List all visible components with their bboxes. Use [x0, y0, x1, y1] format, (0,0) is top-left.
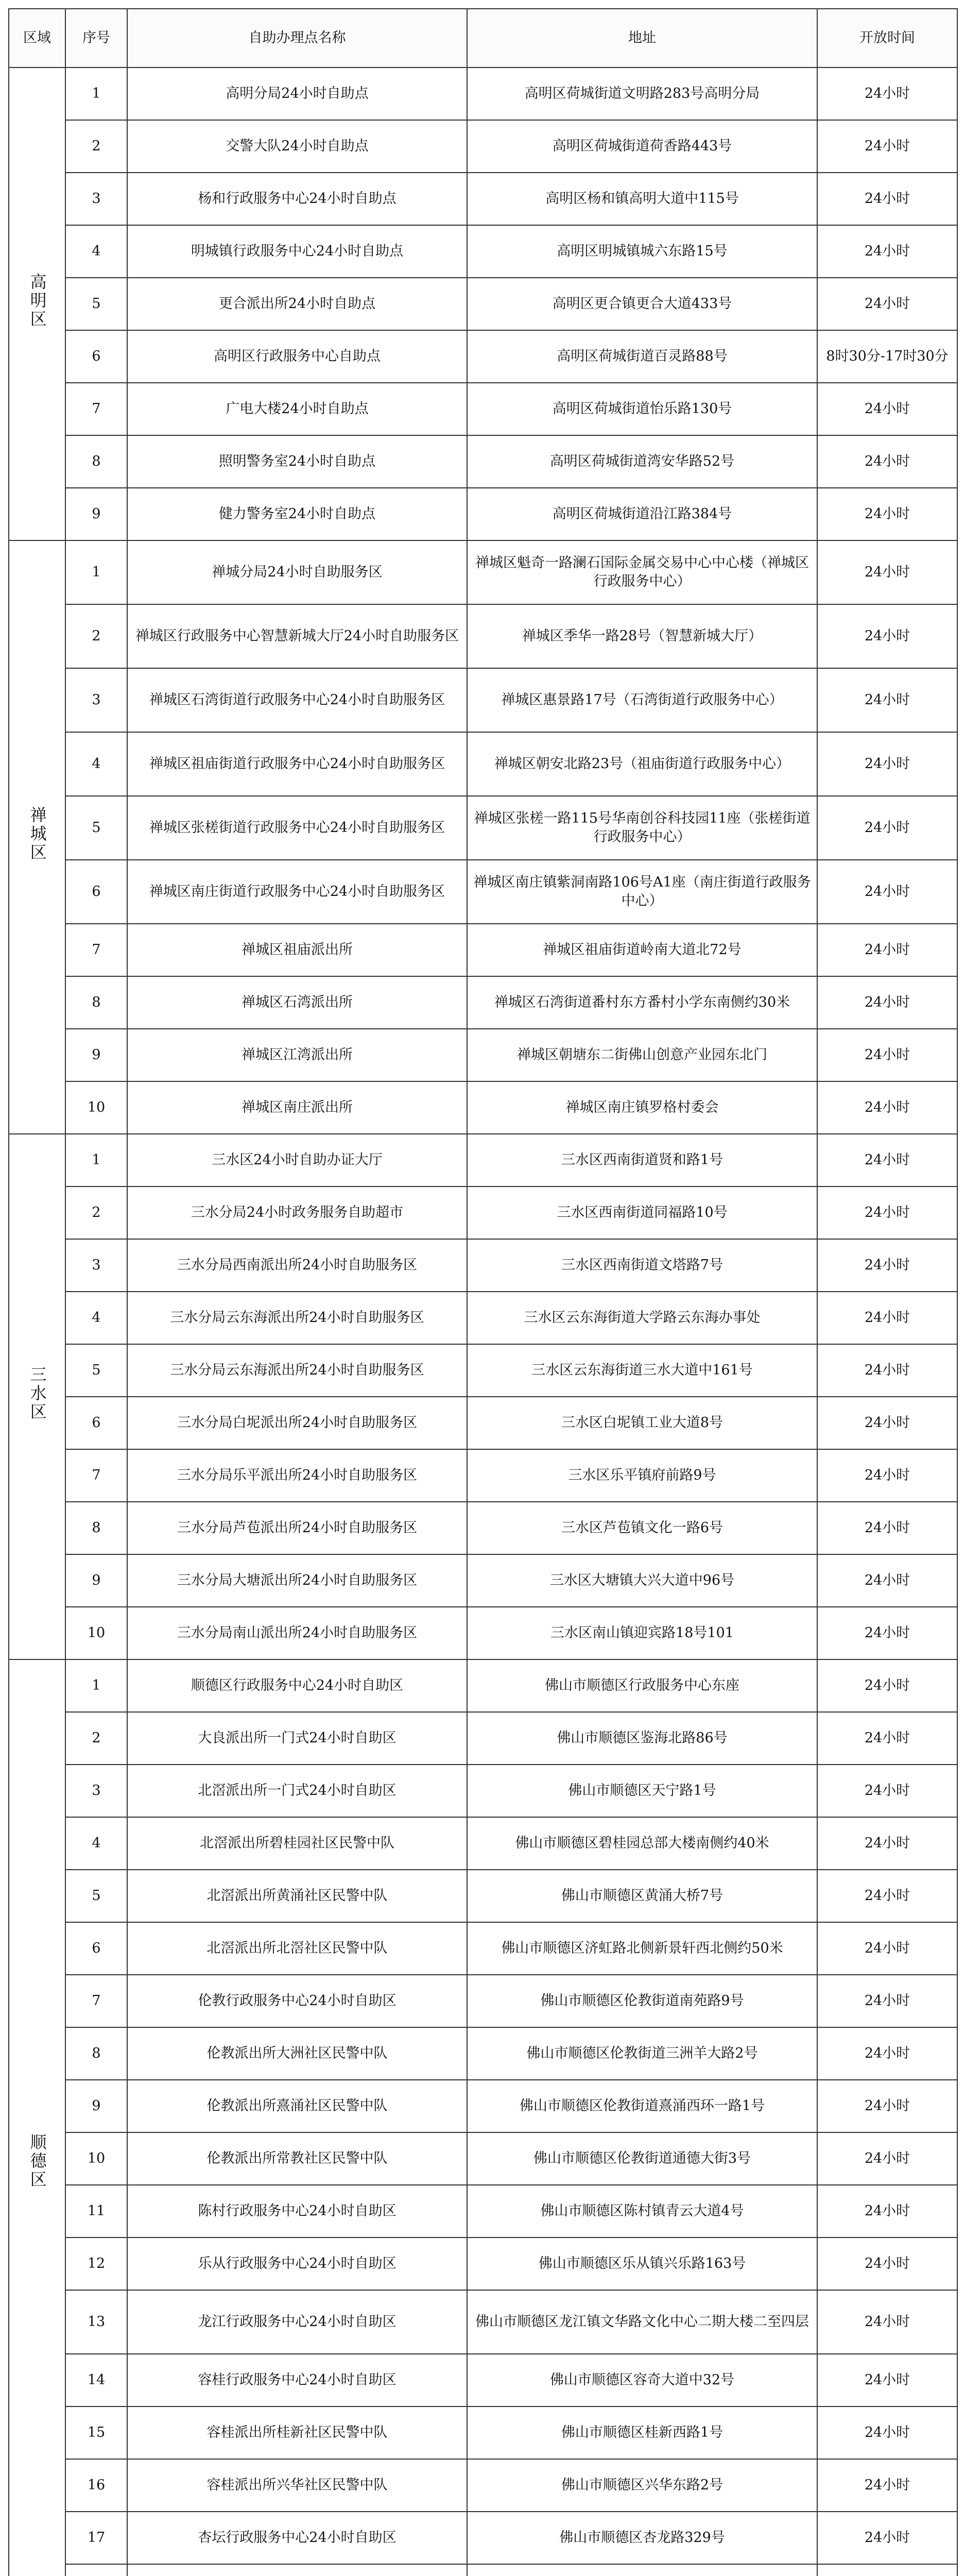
point-address: 禅城区朝塘东二街佛山创意产业园东北门 [467, 1029, 817, 1081]
point-name: 禅城区南庄派出所 [127, 1081, 467, 1134]
row-number: 7 [65, 383, 127, 435]
table-row [9, 2132, 957, 2185]
opening-hours: 24小时 [817, 383, 957, 435]
row-number: 12 [65, 2238, 127, 2290]
point-name: 伦教派出所大洲社区民警中队 [127, 2027, 467, 2080]
header-address: 地址 [467, 9, 817, 67]
point-name: 照明警务室24小时自助点 [127, 435, 467, 488]
opening-hours: 24小时 [817, 1765, 957, 1817]
opening-hours: 24小时 [817, 1712, 957, 1765]
point-address: 三水区西南街道文塔路7号 [467, 1239, 817, 1292]
table-row [9, 2354, 957, 2406]
table-row [9, 1607, 957, 1659]
row-number: 5 [65, 1870, 127, 1922]
point-name: 龙江行政服务中心24小时自助区 [127, 2290, 467, 2354]
point-address: 佛山市顺德区行政服务中心东座 [467, 1659, 817, 1712]
point-name: 北滘派出所北滘社区民警中队 [127, 1922, 467, 1975]
point-name: 杏坛行政服务中心24小时自助区 [127, 2512, 467, 2564]
opening-hours: 24小时 [817, 924, 957, 976]
row-number: 1 [65, 67, 127, 120]
point-name [127, 2564, 467, 2576]
point-address: 三水区白坭镇工业大道8号 [467, 1397, 817, 1449]
row-number: 8 [65, 2027, 127, 2080]
row-number: 5 [65, 1344, 127, 1397]
table-row [9, 2027, 957, 2080]
table-row [9, 225, 957, 278]
table-row [9, 2290, 957, 2354]
point-address: 佛山市顺德区陈村镇青云大道4号 [467, 2185, 817, 2238]
table-row [9, 796, 957, 860]
row-number: 14 [65, 2354, 127, 2406]
point-address: 高明区荷城街道百灵路88号 [467, 330, 817, 383]
row-number: 11 [65, 2185, 127, 2238]
opening-hours: 24小时 [817, 2354, 957, 2406]
opening-hours: 24小时 [817, 1922, 957, 1975]
table-row [9, 860, 957, 924]
table-row [9, 2512, 957, 2564]
table-row [9, 1449, 957, 1502]
row-number: 13 [65, 2290, 127, 2354]
point-name: 乐从行政服务中心24小时自助区 [127, 2238, 467, 2290]
row-number: 3 [65, 173, 127, 225]
point-name: 禅城区石湾街道行政服务中心24小时自助服务区 [127, 668, 467, 732]
table-row [9, 1344, 957, 1397]
row-number: 9 [65, 1554, 127, 1607]
row-number: 7 [65, 924, 127, 976]
opening-hours: 24小时 [817, 67, 957, 120]
opening-hours: 24小时 [817, 1134, 957, 1187]
row-number: 17 [65, 2512, 127, 2564]
table-row [9, 732, 957, 796]
table-row [9, 1292, 957, 1344]
opening-hours: 24小时 [817, 1817, 957, 1870]
point-address: 高明区荷城街道文明路283号高明分局 [467, 67, 817, 120]
point-name: 容桂派出所兴华社区民警中队 [127, 2459, 467, 2512]
opening-hours: 24小时 [817, 2080, 957, 2132]
district-cell [9, 67, 65, 540]
point-address: 三水区乐平镇府前路9号 [467, 1449, 817, 1502]
row-number: 10 [65, 2132, 127, 2185]
header-name: 自助办理点名称 [127, 9, 467, 67]
table-row [9, 1397, 957, 1449]
table-row [9, 1134, 957, 1187]
row-number [65, 2564, 127, 2576]
table-body [9, 67, 957, 2576]
table-row [9, 1239, 957, 1292]
row-number: 6 [65, 1922, 127, 1975]
row-number: 15 [65, 2406, 127, 2459]
table-row [9, 1187, 957, 1239]
table-row [9, 1817, 957, 1870]
row-number: 3 [65, 668, 127, 732]
point-name: 伦教行政服务中心24小时自助区 [127, 1975, 467, 2027]
opening-hours: 24小时 [817, 1187, 957, 1239]
point-name: 高明区行政服务中心自助点 [127, 330, 467, 383]
point-address: 三水区芦苞镇文化一路6号 [467, 1502, 817, 1554]
point-name: 交警大队24小时自助点 [127, 120, 467, 173]
table-row [9, 2406, 957, 2459]
table-row [9, 173, 957, 225]
opening-hours: 24小时 [817, 120, 957, 173]
point-name: 禅城区石湾派出所 [127, 976, 467, 1029]
point-name: 大良派出所一门式24小时自助区 [127, 1712, 467, 1765]
opening-hours: 24小时 [817, 435, 957, 488]
point-address: 佛山市顺德区天宁路1号 [467, 1765, 817, 1817]
point-name: 三水分局24小时政务服务自助超市 [127, 1187, 467, 1239]
row-number: 3 [65, 1239, 127, 1292]
row-number: 2 [65, 1187, 127, 1239]
point-address: 禅城区南庄镇罗格村委会 [467, 1081, 817, 1134]
row-number: 4 [65, 732, 127, 796]
table-row [9, 604, 957, 668]
point-address: 高明区荷城街道荷香路443号 [467, 120, 817, 173]
point-name: 禅城区祖庙派出所 [127, 924, 467, 976]
opening-hours: 24小时 [817, 1081, 957, 1134]
point-address: 佛山市顺德区碧桂园总部大楼南侧约40米 [467, 1817, 817, 1870]
header-row [9, 9, 957, 67]
table-row [9, 540, 957, 604]
point-address: 禅城区南庄镇紫洞南路106号A1座（南庄街道行政服务中心） [467, 860, 817, 924]
table-row [9, 2185, 957, 2238]
point-name: 容桂行政服务中心24小时自助区 [127, 2354, 467, 2406]
point-address: 禅城区朝安北路23号（祖庙街道行政服务中心） [467, 732, 817, 796]
row-number: 2 [65, 604, 127, 668]
point-address: 高明区更合镇更合大道433号 [467, 278, 817, 330]
point-address: 高明区荷城街道沿江路384号 [467, 488, 817, 540]
row-number: 4 [65, 225, 127, 278]
point-address: 三水区南山镇迎宾路18号101 [467, 1607, 817, 1659]
table-row [9, 2080, 957, 2132]
table-row [9, 1712, 957, 1765]
table-row [9, 1765, 957, 1817]
row-number: 6 [65, 330, 127, 383]
point-name: 高明分局24小时自助点 [127, 67, 467, 120]
opening-hours: 24小时 [817, 1239, 957, 1292]
row-number: 6 [65, 860, 127, 924]
opening-hours: 24小时 [817, 1870, 957, 1922]
opening-hours: 24小时 [817, 225, 957, 278]
point-name: 杨和行政服务中心24小时自助点 [127, 173, 467, 225]
opening-hours: 24小时 [817, 2459, 957, 2512]
opening-hours: 24小时 [817, 1554, 957, 1607]
row-number: 4 [65, 1292, 127, 1344]
point-address: 佛山市顺德区杏龙路329号 [467, 2512, 817, 2564]
row-number: 6 [65, 1397, 127, 1449]
table-row [9, 383, 957, 435]
point-name: 三水分局白坭派出所24小时自助服务区 [127, 1397, 467, 1449]
row-number: 7 [65, 1449, 127, 1502]
opening-hours: 24小时 [817, 1292, 957, 1344]
opening-hours: 24小时 [817, 2185, 957, 2238]
opening-hours: 24小时 [817, 1502, 957, 1554]
point-address: 佛山市顺德区龙江镇文华路文化中心二期大楼二至四层 [467, 2290, 817, 2354]
table-row [9, 488, 957, 540]
point-address: 禅城区惠景路17号（石湾街道行政服务中心） [467, 668, 817, 732]
point-address: 高明区荷城街道怡乐路130号 [467, 383, 817, 435]
point-name: 明城镇行政服务中心24小时自助点 [127, 225, 467, 278]
row-number: 10 [65, 1607, 127, 1659]
point-address: 佛山市顺德区鉴海北路86号 [467, 1712, 817, 1765]
point-name: 禅城区江湾派出所 [127, 1029, 467, 1081]
row-number: 8 [65, 1502, 127, 1554]
table-row [9, 1975, 957, 2027]
service-points-table [8, 8, 958, 2576]
opening-hours: 24小时 [817, 1659, 957, 1712]
point-address: 三水区西南街道同福路10号 [467, 1187, 817, 1239]
point-address: 佛山市顺德区伦教街道南苑路9号 [467, 1975, 817, 2027]
point-address: 禅城区张槎一路115号华南创谷科技园11座（张槎街道行政服务中心） [467, 796, 817, 860]
row-number: 1 [65, 540, 127, 604]
point-address: 禅城区魁奇一路澜石国际金属交易中心中心楼（禅城区行政服务中心） [467, 540, 817, 604]
table-row [9, 67, 957, 120]
point-address: 佛山市顺德区济虹路北侧新景轩西北侧约50米 [467, 1922, 817, 1975]
district-label: 三水区 [27, 1366, 47, 1422]
opening-hours: 24小时 [817, 796, 957, 860]
table-row [9, 976, 957, 1029]
table-row [9, 278, 957, 330]
point-name: 禅城区南庄街道行政服务中心24小时自助服务区 [127, 860, 467, 924]
point-name: 伦教派出所常教社区民警中队 [127, 2132, 467, 2185]
point-address: 三水区西南街道贤和路1号 [467, 1134, 817, 1187]
point-name: 顺德区行政服务中心24小时自助区 [127, 1659, 467, 1712]
point-name: 三水分局南山派出所24小时自助服务区 [127, 1607, 467, 1659]
point-name: 禅城区张槎街道行政服务中心24小时自助服务区 [127, 796, 467, 860]
point-name: 三水分局云东海派出所24小时自助服务区 [127, 1292, 467, 1344]
row-number: 8 [65, 976, 127, 1029]
row-number: 1 [65, 1659, 127, 1712]
table-row [9, 1502, 957, 1554]
table-row [9, 2459, 957, 2512]
row-number: 9 [65, 2080, 127, 2132]
point-address: 高明区明城镇城六东路15号 [467, 225, 817, 278]
point-name: 北滘派出所碧桂园社区民警中队 [127, 1817, 467, 1870]
point-address: 三水区大塘镇大兴大道中96号 [467, 1554, 817, 1607]
district-cell [9, 1659, 65, 2576]
district-label: 禅城区 [27, 806, 47, 862]
point-address: 三水区云东海街道三水大道中161号 [467, 1344, 817, 1397]
table-row [9, 330, 957, 383]
header-no: 序号 [65, 9, 127, 67]
point-address: 佛山市顺德区容奇大道中32号 [467, 2354, 817, 2406]
opening-hours: 24小时 [817, 1975, 957, 2027]
point-address: 佛山市顺德区桂新西路1号 [467, 2406, 817, 2459]
opening-hours: 24小时 [817, 1397, 957, 1449]
table-row [9, 1922, 957, 1975]
table-row [9, 924, 957, 976]
row-number: 10 [65, 1081, 127, 1134]
opening-hours: 24小时 [817, 860, 957, 924]
point-name: 三水分局西南派出所24小时自助服务区 [127, 1239, 467, 1292]
point-name: 北滘派出所一门式24小时自助区 [127, 1765, 467, 1817]
opening-hours: 24小时 [817, 2406, 957, 2459]
district-cell [9, 1134, 65, 1659]
point-address: 禅城区石湾街道番村东方番村小学东南侧约30米 [467, 976, 817, 1029]
row-number: 4 [65, 1817, 127, 1870]
opening-hours: 24小时 [817, 2512, 957, 2564]
row-number: 9 [65, 488, 127, 540]
point-name: 北滘派出所黄涌社区民警中队 [127, 1870, 467, 1922]
point-address: 佛山市顺德区兴华东路2号 [467, 2459, 817, 2512]
opening-hours: 24小时 [817, 278, 957, 330]
opening-hours: 24小时 [817, 732, 957, 796]
opening-hours: 24小时 [817, 2132, 957, 2185]
row-number: 5 [65, 278, 127, 330]
point-name: 健力警务室24小时自助点 [127, 488, 467, 540]
opening-hours: 24小时 [817, 540, 957, 604]
point-name: 伦教派出所熹涌社区民警中队 [127, 2080, 467, 2132]
row-number: 7 [65, 1975, 127, 2027]
row-number: 5 [65, 796, 127, 860]
district-label: 顺德区 [27, 2133, 47, 2190]
table-row [9, 1081, 957, 1134]
point-name: 广电大楼24小时自助点 [127, 383, 467, 435]
header-hours: 开放时间 [817, 9, 957, 67]
opening-hours: 24小时 [817, 1607, 957, 1659]
point-name: 三水分局乐平派出所24小时自助服务区 [127, 1449, 467, 1502]
point-address [467, 2564, 817, 2576]
point-name: 禅城区行政服务中心智慧新城大厅24小时自助服务区 [127, 604, 467, 668]
row-number: 2 [65, 1712, 127, 1765]
point-name: 三水分局大塘派出所24小时自助服务区 [127, 1554, 467, 1607]
opening-hours: 24小时 [817, 604, 957, 668]
opening-hours: 24小时 [817, 1344, 957, 1397]
point-address: 佛山市顺德区伦教街道通德大街3号 [467, 2132, 817, 2185]
opening-hours: 24小时 [817, 2238, 957, 2290]
point-name: 三水分局云东海派出所24小时自助服务区 [127, 1344, 467, 1397]
table-row [9, 2238, 957, 2290]
opening-hours: 24小时 [817, 173, 957, 225]
opening-hours: 24小时 [817, 976, 957, 1029]
district-cell [9, 540, 65, 1134]
point-address: 禅城区季华一路28号（智慧新城大厅） [467, 604, 817, 668]
point-address: 佛山市顺德区伦教街道熹涌西环一路1号 [467, 2080, 817, 2132]
row-number: 9 [65, 1029, 127, 1081]
point-name: 三水分局芦苞派出所24小时自助服务区 [127, 1502, 467, 1554]
table-row [9, 435, 957, 488]
point-name: 容桂派出所桂新社区民警中队 [127, 2406, 467, 2459]
header-district: 区域 [9, 9, 65, 67]
point-name: 禅城分局24小时自助服务区 [127, 540, 467, 604]
point-address: 佛山市顺德区黄涌大桥7号 [467, 1870, 817, 1922]
opening-hours: 24小时 [817, 2290, 957, 2354]
opening-hours: 8时30分-17时30分 [817, 330, 957, 383]
opening-hours: 24小时 [817, 1029, 957, 1081]
point-address: 佛山市顺德区伦教街道三洲羊大路2号 [467, 2027, 817, 2080]
row-number: 16 [65, 2459, 127, 2512]
table-row [9, 2564, 957, 2576]
table-row [9, 1029, 957, 1081]
opening-hours: 24小时 [817, 1449, 957, 1502]
point-address: 高明区杨和镇高明大道中115号 [467, 173, 817, 225]
point-name: 三水区24小时自助办证大厅 [127, 1134, 467, 1187]
point-address: 三水区云东海街道大学路云东海办事处 [467, 1292, 817, 1344]
opening-hours: 24小时 [817, 2027, 957, 2080]
row-number: 3 [65, 1765, 127, 1817]
point-address: 禅城区祖庙街道岭南大道北72号 [467, 924, 817, 976]
opening-hours: 24小时 [817, 488, 957, 540]
opening-hours: 24小时 [817, 668, 957, 732]
table-row [9, 1659, 957, 1712]
point-name: 禅城区祖庙街道行政服务中心24小时自助服务区 [127, 732, 467, 796]
row-number: 8 [65, 435, 127, 488]
table-row [9, 1870, 957, 1922]
point-name: 更合派出所24小时自助点 [127, 278, 467, 330]
opening-hours [817, 2564, 957, 2576]
district-label: 高明区 [27, 273, 47, 329]
table-row [9, 1554, 957, 1607]
table-row [9, 120, 957, 173]
row-number: 2 [65, 120, 127, 173]
row-number: 1 [65, 1134, 127, 1187]
table-row [9, 668, 957, 732]
point-address: 高明区荷城街道湾安华路52号 [467, 435, 817, 488]
point-name: 陈村行政服务中心24小时自助区 [127, 2185, 467, 2238]
point-address: 佛山市顺德区乐从镇兴乐路163号 [467, 2238, 817, 2290]
